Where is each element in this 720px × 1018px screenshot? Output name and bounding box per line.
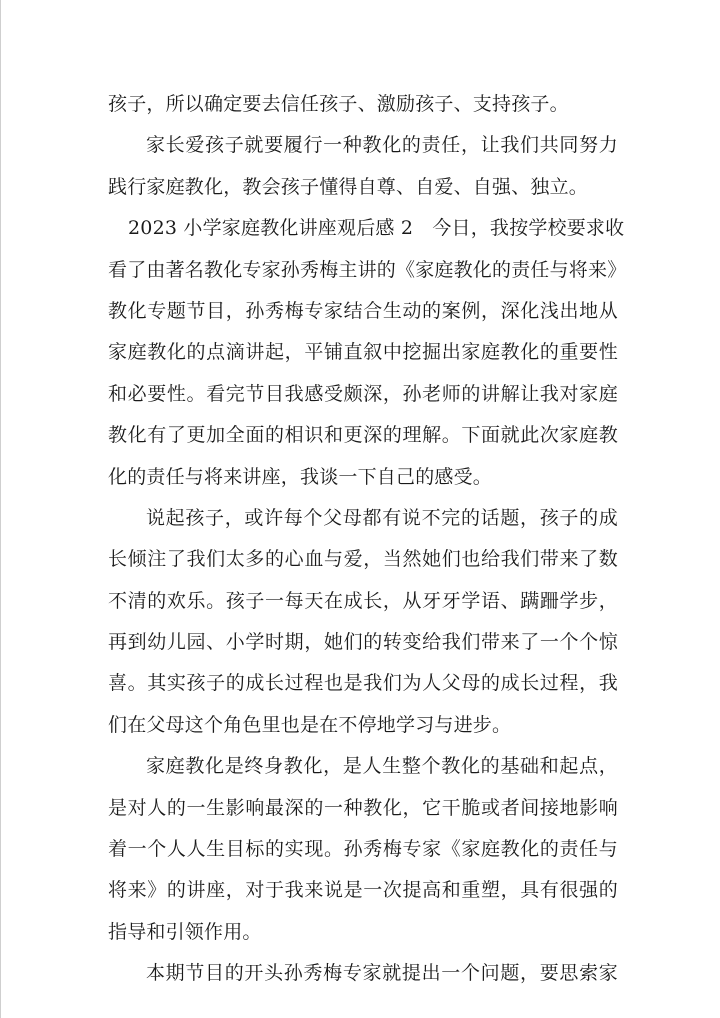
text-line: 不清的欢乐。孩子一每天在成长，从牙牙学语、蹒跚学步， [108,589,618,612]
text-line: 是对人的一生影响最深的一种教化，它干脆或者间接地影响 [108,796,618,819]
page-edge-rule [0,0,1,1018]
text-line: 教化专题节目，孙秀梅专家结合生动的案例，深化浅出地从 [108,299,618,322]
text-line: 喜。其实孩子的成长过程也是我们为人父母的成长过程，我 [108,672,618,695]
text-line: 们在父母这个角色里也是在不停地学习与进步。 [108,713,512,736]
text-line: 再到幼儿园、小学时期，她们的转变给我们带来了一个个惊 [108,631,618,654]
text-line: 长倾注了我们太多的心血与爱，当然她们也给我们带来了数 [108,548,618,571]
text-line: 孩子，所以确定要去信任孩子、激励孩子、支持孩子。 [108,93,569,115]
text-line: 教化有了更加全面的相识和更深的理解。下面就此次家庭教 [108,424,618,447]
paragraph-first-line: 说起孩子，或许每个父母都有说不完的话题，孩子的成 [146,506,618,529]
paragraph-first-line: 本期节目的开头孙秀梅专家就提出一个问题，要思索家 [146,962,618,985]
text-line: 指导和引领作用。 [108,920,262,943]
text-line: 家庭教化的点滴讲起，平铺直叙中挖掘出家庭教化的重要性 [108,341,618,364]
document-body [108,84,627,995]
text-line: 践行家庭教化，教会孩子懂得自尊、自爱、自强、独立。 [108,175,589,198]
paragraph-first-line: 家庭教化是终身教化，是人生整个教化的基础和起点， [146,755,618,778]
text-line: 将来》的讲座，对于我来说是一次提高和重塑，具有很强的 [108,879,618,902]
section-heading-line: 2023 小学家庭教化讲座观后感 2 今日，我按学校要求收 [128,217,625,240]
paragraph-first-line: 家长爱孩子就要履行一种教化的责任，让我们共同努力 [146,134,618,157]
text-line: 化的责任与将来讲座，我谈一下自己的感受。 [108,465,493,488]
text-line: 和必要性。看完节目我感受颇深，孙老师的讲解让我对家庭 [108,382,618,405]
text-line: 着一个人人生目标的实现。孙秀梅专家《家庭教化的责任与 [108,838,618,861]
text-line: 看了由著名教化专家孙秀梅主讲的《家庭教化的责任与将来》 [108,258,627,281]
